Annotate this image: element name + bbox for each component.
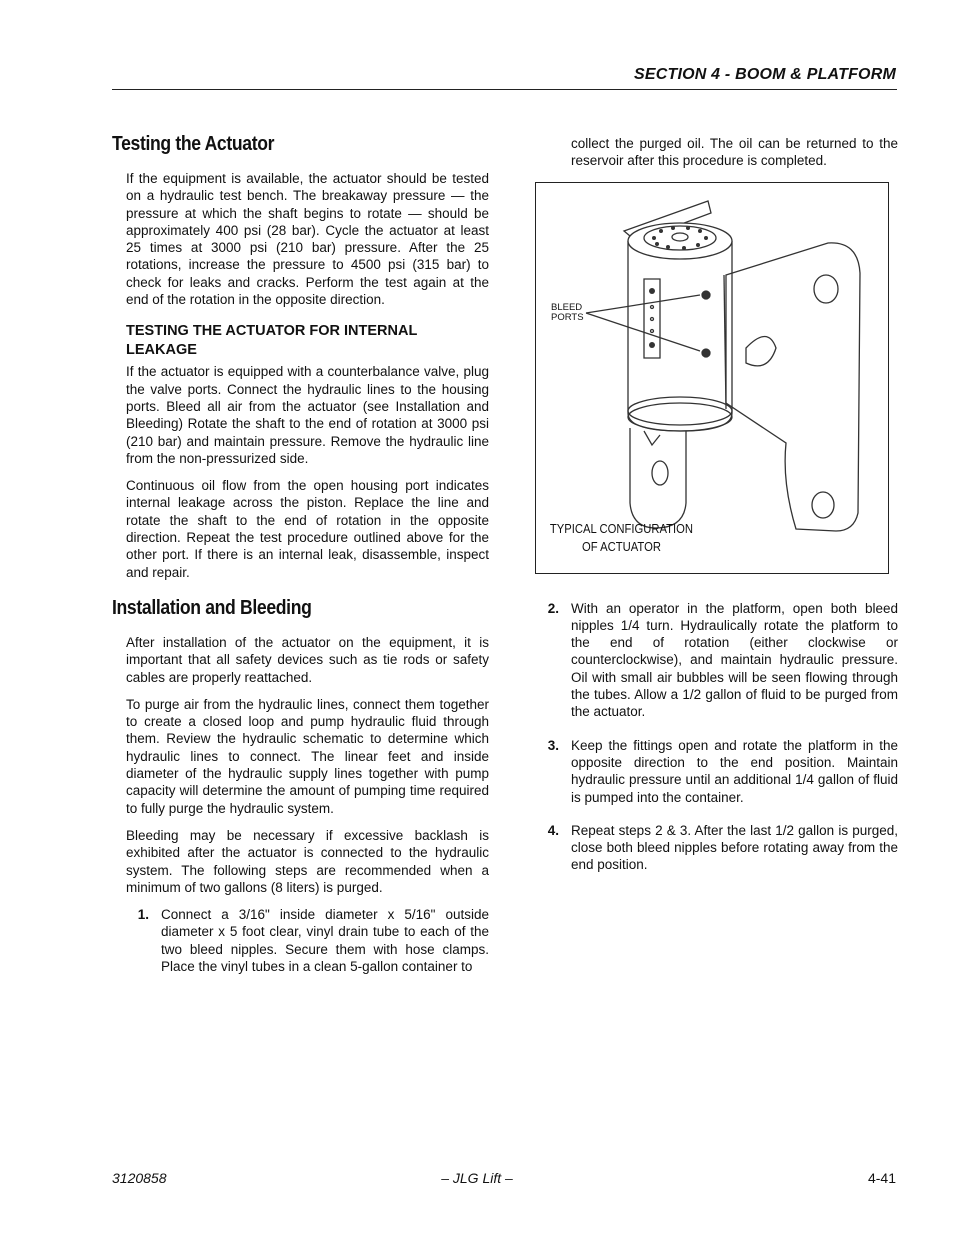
step-number: 3. — [547, 737, 559, 753]
paragraph-internal-1: If the actuator is equipped with a counterbalance valve, plug the valve ports. Connect the hydraulic lines to the housing ports. Bleed all air from the actuator (see Installation and Bleeding) Rotate the shaft to the end of rotation at 3000 psi (210 bar) and maintain pressure. Remove the hydraulic line from the non-pressurized side. — [126, 364, 489, 466]
paragraph-install-2: To purge air from the hydraulic lines, connect them together to create a closed loop and pump hydraulic fluid through them. Review the hydraulic schematic to determine which hydraulic lines to connect. The linear feet and inside diameter of the hydraulic supply lines together with pump capacity will determine the amount of pumping time required to fully purge the hydraulic system. — [126, 696, 489, 816]
subheading-internal-leakage: TESTING THE ACTUATOR FOR INTERNAL LEAKAGE — [126, 323, 418, 359]
paragraph-continued: collect the purged oil. The oil can be returned to the reservoir after this procedure is completed. — [571, 136, 898, 169]
actuator-figure — [535, 182, 889, 574]
step-number: 4. — [547, 822, 559, 838]
paragraph-internal-2: Continuous oil flow from the open housing port indicates internal leakage across the piston. Replace the line and rotate the shaft to the end of rotation in the opposite direction. Repeat the test procedure outlined above for the other port. If there is an internal leak, disassemble, inspect and repair. — [126, 478, 489, 580]
step-text: With an operator in the platform, open both bleed nipples 1/4 turn. Hydraulically rotate the platform to the end of rotation (either clockwise or counterclockwise), and maintain hydraulic pressure. Oil with small air bubbles will be seen flowing through the tubes. Allow a 1/2 gallon of fluid to be purged from the actuator. — [571, 600, 898, 720]
section-header-title: SECTION 4 - BOOM & PLATFORM — [634, 66, 896, 83]
paragraph-testing: If the equipment is available, the actuator should be tested on a hydraulic test bench. The breakaway pressure — the pressure at which the shaft begins to rotate — should be approximately 400 psi (28 bar). Cycle the actuator at least 25 times at 3000 psi (210 bar) pressure. After the 25 rotations, increase the pressure to 4500 psi (315 bar) to check for leaks and cracks. Perform the test again at the end of the rotation in the opposite direction. — [126, 171, 489, 308]
actuator-drawing — [536, 183, 888, 573]
right-column — [535, 135, 898, 884]
step-1 — [112, 906, 489, 975]
step-text: Keep the fittings open and rotate the platform in the opposite direction to the end position. Maintain hydraulic pressure until an additional 1/4 gallon of fluid is pumped into the container. — [571, 737, 898, 805]
paragraph-install-1: After installation of the actuator on the equipment, it is important that all safety devices such as tie rods or safety cables are properly reattached. — [126, 634, 489, 685]
figure-caption — [536, 520, 707, 556]
footer-doc-number: 3120858 — [112, 1170, 167, 1186]
bleed-ports-label — [551, 303, 584, 323]
step-2 — [535, 600, 898, 721]
step-text: Connect a 3/16" inside diameter x 5/16" outside diameter x 5 foot clear, vinyl drain tube to each of the two bleed nipples. Secure them with hose clamps. Place the vinyl tubes in a clean 5-gallon container to — [161, 907, 489, 974]
heading-testing-actuator: Testing the Actuator — [112, 133, 275, 155]
heading-installation-bleeding: Installation and Bleeding — [112, 596, 312, 619]
footer-page-number: 4-41 — [867, 1170, 896, 1186]
step-4 — [535, 822, 898, 874]
figure-caption-line1: TYPICAL CONFIGURATION — [549, 521, 694, 536]
step-text: Repeat steps 2 & 3. After the last 1/2 gallon is purged, close both bleed nipples before rotating away from the end position. — [571, 822, 898, 873]
figure-caption-line2: OF ACTUATOR — [582, 539, 661, 554]
header-divider — [112, 89, 897, 90]
step-number: 2. — [547, 600, 559, 616]
bleed-ports-label-line1: BLEED — [551, 301, 583, 313]
left-column — [112, 133, 489, 985]
step-3 — [535, 737, 898, 806]
paragraph-install-3: Bleeding may be necessary if excessive backlash is exhibited after the actuator is connected to the hydraulic system. The following steps are recommended when a minimum of two gallons (8 liters) is purged. — [126, 827, 489, 895]
bleed-ports-label-line2: PORTS — [551, 311, 584, 323]
footer-center: – JLG Lift – — [441, 1170, 513, 1186]
step-number: 1. — [137, 907, 149, 923]
